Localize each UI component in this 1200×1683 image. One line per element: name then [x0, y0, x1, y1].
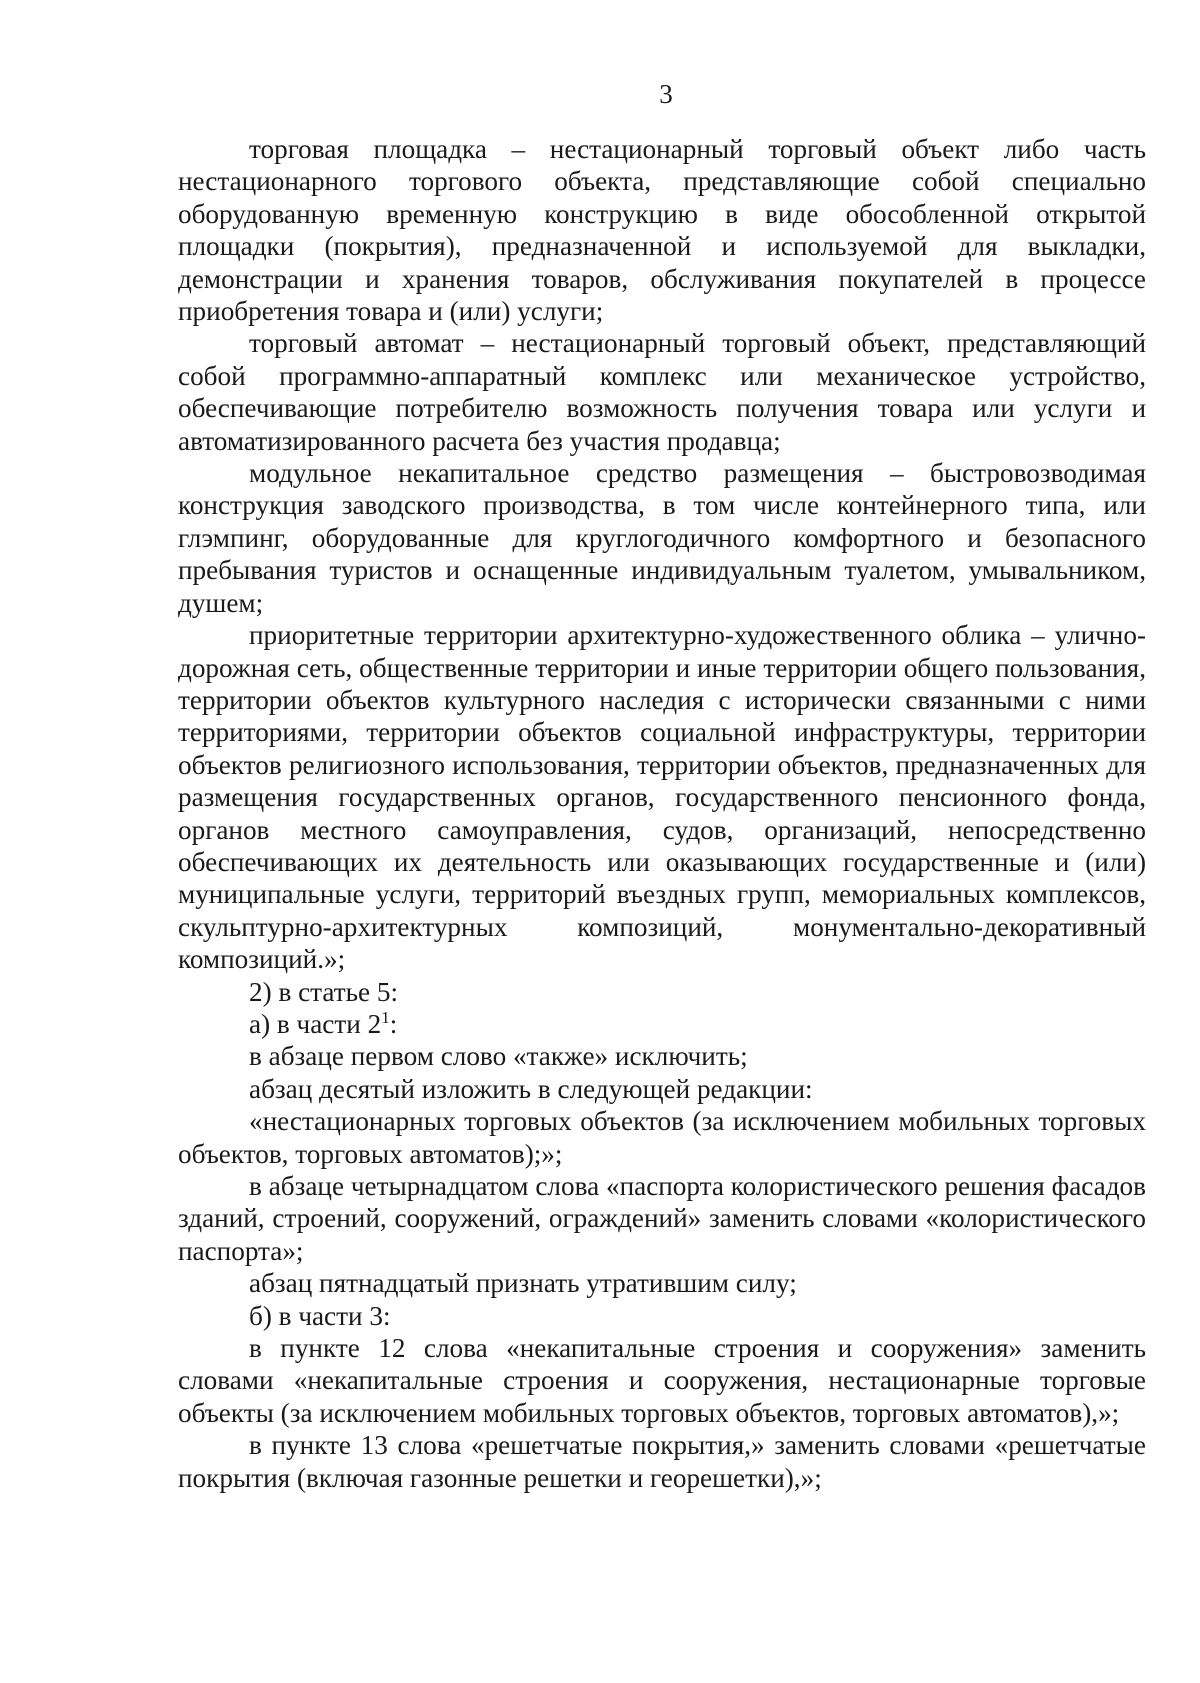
paragraph-first-abzac: в абзаце первом слово «также» исключить; [249, 1041, 748, 1072]
part-2-colon: : [389, 1008, 398, 1039]
paragraph-point-13: в пункте 13 слова «решетчатые покрытия,» заменить словами «решетчатые покрытия (включая газонные решетки и георешетки),»; [178, 1430, 1146, 1493]
paragraph-fourteenth-abzac: в абзаце четырнадцатом слова «паспорта колористического решения фасадов зданий, строений, сооружений, ограждений» заменить словами «колористического паспорта»; [178, 1171, 1146, 1266]
paragraph-nonstationary-objects: «нестационарных торговых объектов (за исключением мобильных торговых объектов, торговых автоматов);»; [178, 1106, 1146, 1169]
paragraph-vending-machine: торговый автомат – нестационарный торговый объект, представляющий собой программно-аппаратный комплекс или механическое устройство, обеспечивающие потребителю возможность получения товара или услуги и автоматизированного расчета без участия продавца; [178, 328, 1146, 456]
paragraph-modular-accommodation: модульное некапитальное средство размещения – быстровозводимая конструкция заводского производства, в том числе контейнерного типа, или глэмпинг, оборудованные для круглогодичного комфортного и безопасного пребывания туристов и оснащенные индивидуальным туалетом, умывальником, душем; [178, 458, 1146, 618]
paragraph-article-5: 2) в статье 5: [249, 976, 399, 1007]
paragraph-part-2-1 [178, 1008, 1146, 1040]
paragraph-priority-territories: приоритетные территории архитектурно-художественного облика – улично-дорожная сеть, общественные территории и иные территории общего пользования, территории объектов культурного наследия с исторически связанными с ними территориями, территории объектов социальной инфраструктуры, территории объектов религиозного использования, территории объектов, предназначенных для размещения государственных органов, государственного пенсионного фонда, органов местного самоуправления, судов, организаций, непосредственно обеспечивающих их деятельность или оказывающих государственные и (или) муниципальные услуги, территорий въездных групп, мемориальных комплексов, скульптурно-архитектурных композиций, монументально-декоративный композиций.»; [178, 620, 1146, 975]
paragraph-trading-platform: торговая площадка – нестационарный торговый объект либо часть нестационарного торгового объекта, представляющие собой специально оборудованную временную конструкцию в виде обособленной открытой площадки (покрытия), предназначенной и используемой для выкладки, демонстрации и хранения товаров, обслуживания покупателей в процессе приобретения товара и (или) услуги; [178, 134, 1146, 327]
paragraph-point-12: в пункте 12 слова «некапитальные строения и сооружения» заменить словами «некапитальные строения и сооружения, нестационарные торговые объекты (за исключением мобильных торговых объектов, торговых автоматов),»; [178, 1333, 1146, 1428]
part-2-label: а) в части 2 [249, 1008, 382, 1039]
paragraph-part-3: б) в части 3: [249, 1300, 391, 1331]
paragraph-fifteenth-abzac: абзац пятнадцатый признать утратившим силу; [249, 1268, 797, 1299]
part-2-superscript: 1 [381, 1007, 390, 1027]
page-number: 3 [659, 79, 673, 109]
document-body [178, 133, 1146, 1494]
paragraph-tenth-abzac: абзац десятый изложить в следующей редакции: [249, 1073, 813, 1104]
